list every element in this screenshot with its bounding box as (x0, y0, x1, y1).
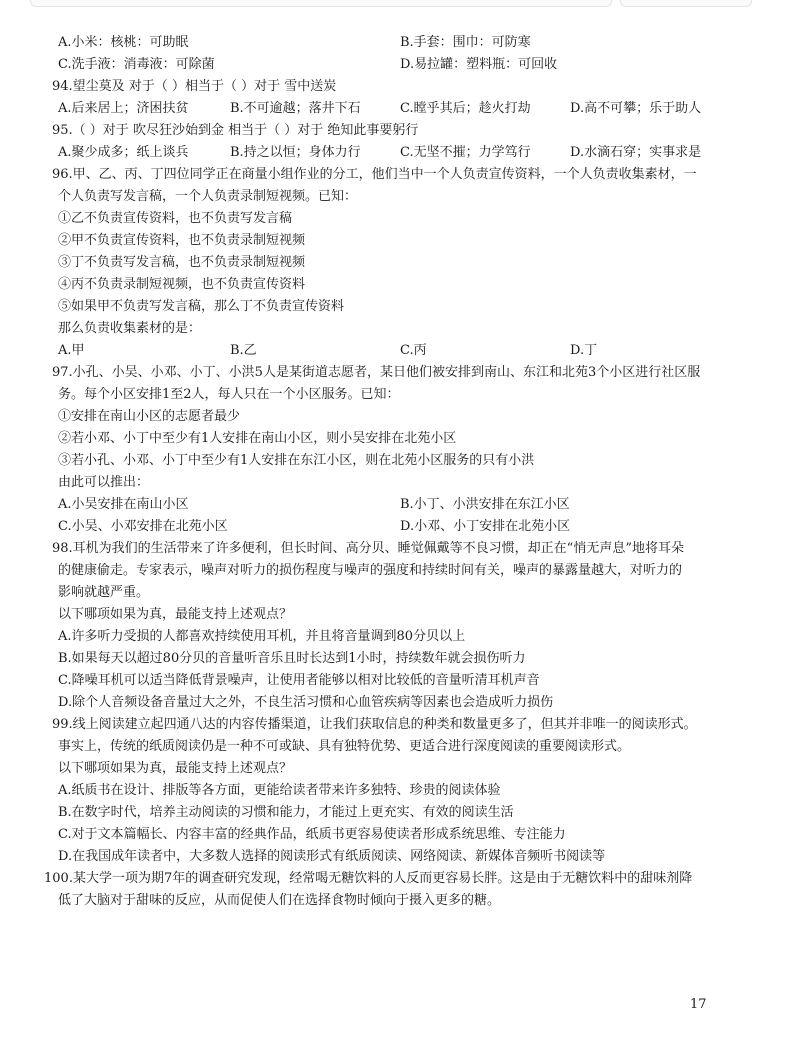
q93-option-c: C.洗手液：消毒液：可除菌 (58, 57, 215, 72)
q95-option-b: B.持之以恒；身体力行 (230, 145, 361, 160)
q93-options-row2 (58, 54, 748, 76)
q96-condition-3: ③丁不负责写发言稿，也不负责录制短视频 (58, 255, 306, 270)
q94-option-c: C.瞠乎其后；趁火打劫 (400, 101, 531, 116)
q93-option-b: B.手套：围巾：可防寒 (400, 35, 531, 50)
q99-stem-line2: 事实上，传统的纸质阅读仍是一种不可或缺、具有独特优势、更适合进行深度阅读的重要阅读形式。 (58, 739, 631, 754)
q93-option-a: A.小米：核桃：可助眠 (58, 35, 189, 50)
q95-options (58, 142, 748, 164)
q99-option-c: C.对于文本篇幅长、内容丰富的经典作品，纸质书更容易使读者形成系统思维、专注能力 (58, 827, 566, 842)
q97-stem-line1: 97.小孔、小吴、小邓、小丁、小洪5人是某街道志愿者，某日他们被安排到南山、东江和北苑3个小区进行社区服 (52, 365, 701, 380)
q99-question: 以下哪项如果为真，最能支持上述观点？ (58, 761, 293, 776)
q97-option-a: A.小吴安排在南山小区 (58, 497, 189, 512)
q96-option-b: B.乙 (230, 343, 257, 358)
q97-condition-3: ③若小孔、小邓、小丁中至少有1人安排在东江小区，则在北苑小区服务的只有小洪 (58, 453, 535, 468)
q98-option-c: C.降噪耳机可以适当降低背景噪声，让使用者能够以相对比较低的音量听清耳机声音 (58, 673, 540, 688)
q93-option-d: D.易拉罐：塑料瓶：可回收 (400, 57, 558, 72)
q99-stem-line1: 99.线上阅读建立起四通八达的内容传播渠道，让我们获取信息的种类和数量更多了，但其并非唯一的阅读形式。 (52, 717, 697, 732)
q100-stem-line2: 低了大脑对于甜味的反应，从而促使人们在选择食物时倾向于摄入更多的糖。 (58, 893, 501, 908)
q96-condition-5: ⑤如果甲不负责写发言稿，那么丁不负责宣传资料 (58, 299, 345, 314)
q97-options-row2 (58, 516, 748, 538)
q98-option-d: D.除个人音频设备音量过大之外，不良生活习惯和心血管疾病等因素也会造成听力损伤 (58, 695, 554, 710)
q98-stem-line1: 98.耳机为我们的生活带来了许多便利，但长时间、高分贝、睡觉佩戴等不良习惯，却正在“悄无声息”地将耳朵 (52, 541, 684, 556)
q98-option-b: B.如果每天以超过80分贝的音量听音乐且时长达到1小时，持续数年就会损伤听力 (58, 651, 526, 666)
q96-question: 那么负责收集素材的是： (58, 321, 202, 336)
q96-stem-line1: 96.甲、乙、丙、丁四位同学正在商量小组作业的分工，他们当中一个人负责宣传资料，一个人负责收集素材，一 (52, 167, 697, 182)
q100-stem-line1: 100.某大学一项为期7年的调查研究发现，经常喝无糖饮料的人反而更容易长胖。这是由于无糖饮料中的甜味剂降 (44, 871, 693, 886)
q97-condition-1: ①安排在南山小区的志愿者最少 (58, 409, 241, 424)
q94-option-b: B.不可逾越；落井下石 (230, 101, 361, 116)
q97-options-row1 (58, 494, 748, 516)
q97-option-c: C.小吴、小邓安排在北苑小区 (58, 519, 228, 534)
q99-option-d: D.在我国成年读者中，大多数人选择的阅读形式有纸质阅读、网络阅读、新媒体音频听书阅读等 (58, 849, 606, 864)
q99-option-a: A.纸质书在设计、排版等各方面，更能给读者带来许多独特、珍贵的阅读体验 (58, 783, 501, 798)
q97-question: 由此可以推出： (58, 475, 150, 490)
q96-options (58, 340, 748, 362)
q96-option-d: D.丁 (570, 343, 598, 358)
q98-stem-line3: 影响就越严重。 (58, 585, 150, 600)
q96-option-c: C.丙 (400, 343, 427, 358)
q95-option-c: C.无坚不摧；力学笃行 (400, 145, 531, 160)
q96-condition-1: ①乙不负责宣传资料，也不负责写发言稿 (58, 211, 293, 226)
q94-option-d: D.高不可攀；乐于助人 (570, 101, 702, 116)
q94-option-a: A.后来居上；济困扶贫 (58, 101, 189, 116)
q98-option-a: A.许多听力受损的人都喜欢持续使用耳机，并且将音量调到80分贝以上 (58, 629, 466, 644)
exam-page-content (44, 32, 748, 912)
q96-condition-4: ④丙不负责录制短视频，也不负责宣传资料 (58, 277, 306, 292)
page-number: 17 (690, 997, 707, 1012)
toolbar-field-left (30, 0, 612, 7)
browser-toolbar-remnant (0, 0, 800, 8)
q96-condition-2: ②甲不负责宣传资料，也不负责录制短视频 (58, 233, 306, 248)
q98-stem-line2: 的健康偷走。专家表示，噪声对听力的损伤程度与噪声的强度和持续时间有关，噪声的暴露量越大，对听力的 (58, 563, 683, 578)
q97-option-b: B.小丁、小洪安排在东江小区 (400, 497, 570, 512)
q95-stem: 95.（ ）对于 吹尽狂沙始到金 相当于（ ）对于 绝知此事要躬行 (52, 123, 419, 138)
q93-options-row1 (58, 32, 748, 54)
q94-options (58, 98, 748, 120)
q98-question: 以下哪项如果为真，最能支持上述观点？ (58, 607, 293, 622)
q94-stem: 94.望尘莫及 对于（ ）相当于（ ）对于 雪中送炭 (52, 79, 337, 94)
q97-condition-2: ②若小邓、小丁中至少有1人安排在南山小区，则小吴安排在北苑小区 (58, 431, 457, 446)
q96-option-a: A.甲 (58, 343, 85, 358)
q97-option-d: D.小邓、小丁安排在北苑小区 (400, 519, 571, 534)
q99-option-b: B.在数字时代，培养主动阅读的习惯和能力，才能过上更充实、有效的阅读生活 (58, 805, 514, 820)
q97-stem-line2: 务。每个小区安排1至2人，每人只在一个小区服务。已知： (58, 387, 400, 402)
q95-option-a: A.聚少成多；纸上谈兵 (58, 145, 189, 160)
q96-stem-line2: 个人负责写发言稿，一个人负责录制短视频。已知： (58, 189, 358, 204)
toolbar-field-right (620, 0, 752, 7)
q95-option-d: D.水滴石穿；实事求是 (570, 145, 702, 160)
